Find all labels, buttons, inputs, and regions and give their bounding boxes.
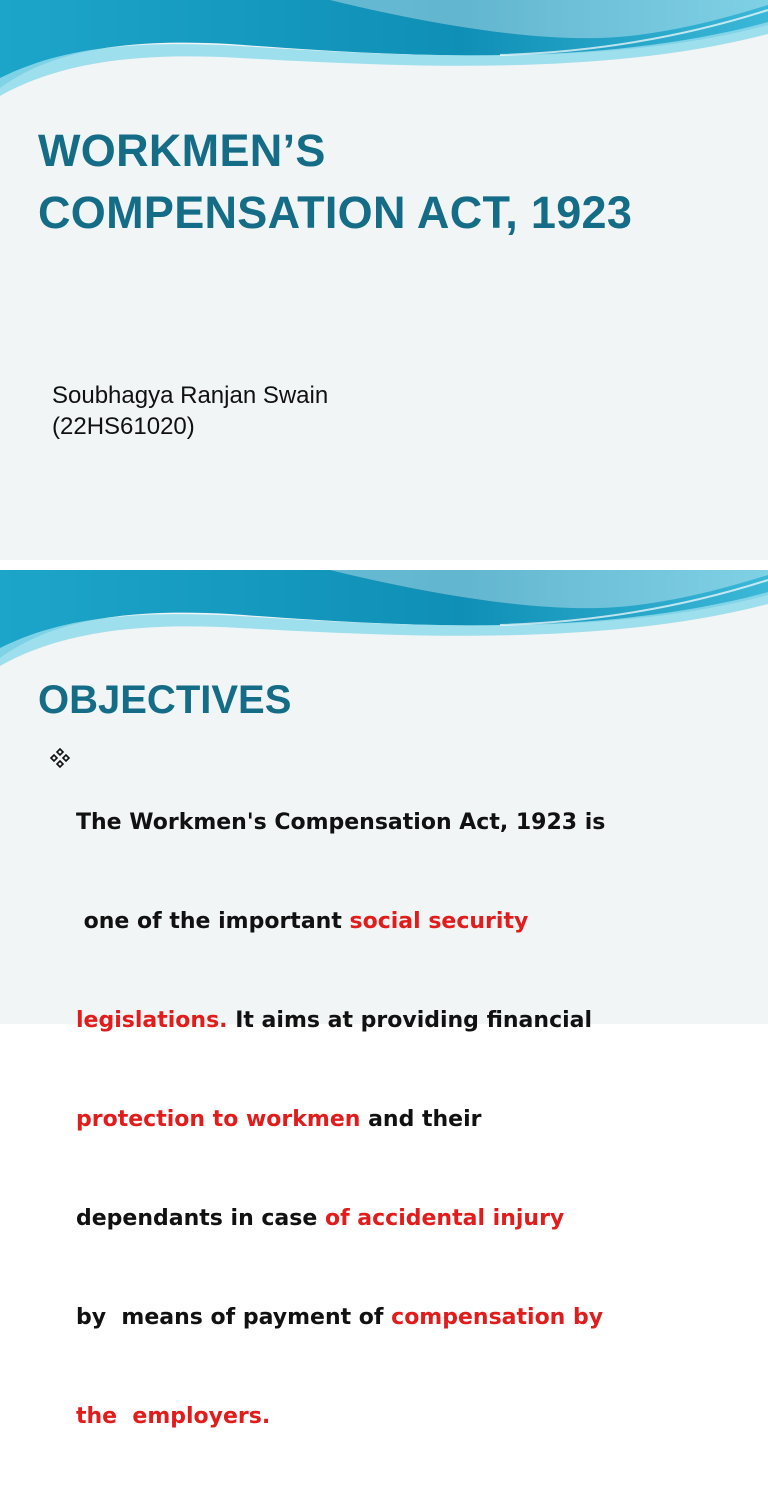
highlight-run: the employers. <box>76 1404 271 1429</box>
bullet-line <box>76 1202 740 1235</box>
text-run: one of the important <box>76 909 350 934</box>
diamond-bullet-icon <box>50 748 70 768</box>
title-line-2: COMPENSATION ACT, 1923 <box>38 187 633 238</box>
title-slide <box>0 0 768 560</box>
bullet-text <box>76 740 740 1499</box>
author-block <box>52 380 328 442</box>
highlight-run: social security <box>349 909 529 934</box>
bullet-line <box>76 1103 740 1136</box>
text-run: The Workmen's Compensation Act, 1923 is <box>76 810 606 835</box>
bullet-line <box>76 806 740 839</box>
bullet-line <box>76 1004 740 1037</box>
text-run: and their <box>360 1107 482 1132</box>
title-line-1: WORKMEN’S <box>38 125 326 176</box>
slide-title <box>38 120 632 244</box>
highlight-run: legislations. <box>76 1008 228 1033</box>
bullet-line <box>76 905 740 938</box>
highlight-run: of accidental injury <box>324 1206 565 1231</box>
author-id: (22HS61020) <box>52 413 195 440</box>
text-run: dependants in case <box>76 1206 325 1231</box>
author-name: Soubhagya Ranjan Swain <box>52 382 329 409</box>
objectives-heading: OBJECTIVES <box>38 678 292 722</box>
highlight-run: compensation by <box>391 1305 604 1330</box>
highlight-run: protection to workmen <box>76 1107 361 1132</box>
header-wave-decoration <box>0 570 768 670</box>
objectives-slide <box>0 570 768 1429</box>
header-wave-decoration <box>0 0 768 100</box>
text-run: by means of payment of <box>76 1305 392 1330</box>
bullet-line <box>76 1301 740 1334</box>
bullet-line <box>76 1400 740 1433</box>
text-run: It aims at providing financial <box>227 1008 593 1033</box>
objectives-bullet <box>50 740 740 1499</box>
